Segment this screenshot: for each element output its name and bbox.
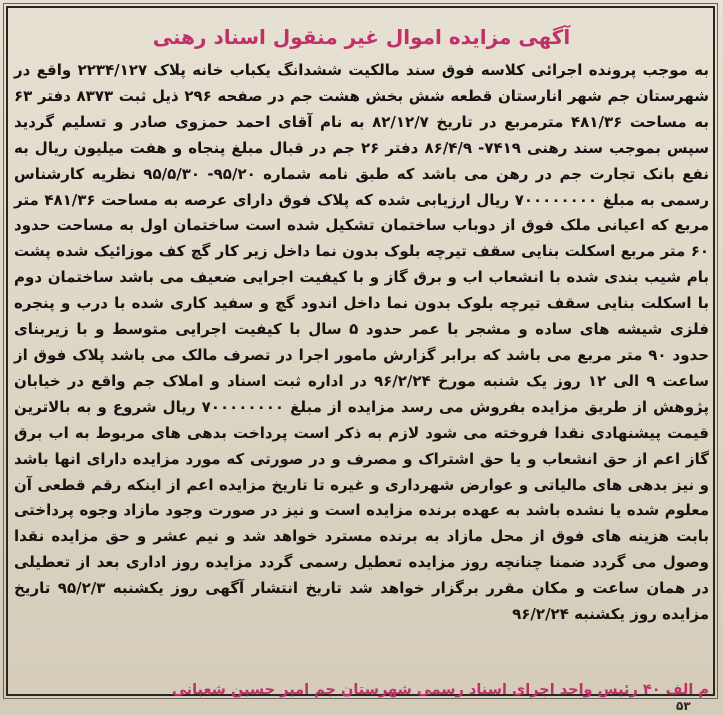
notice-signature: م الف ۴۰ رئیس واحد اجرای اسناد رسمی شهرستان جم امیر حسین شعبانی	[171, 682, 709, 698]
notice-code: ۵۳	[676, 699, 691, 713]
notice-title: آگهی مزایده اموال غیر منقول اسناد رهنی	[152, 25, 571, 49]
notice-body: به موجب پرونده اجرائی کلاسه فوق سند مالکیت ششدانگ یکباب خانه پلاک ۲۲۳۴/۱۲۷ واقع در شهرستان جم شهر انارستان قطعه شش بخش هشت جم در صفحه ۲۹۶ ذیل ثبت ۸۳۷۳ دفتر ۶۳ به مساحت ۴۸۱/۳۶ مترمربع در تاریخ ۸۲/۱۲/۷ به نام آقای احمد حمزوی صادر و تسلیم گردید سپس بموجب سند رهنی ۷۴۱۹- ۸۶/۴/۹ دفتر ۲۶ جم در قبال مبلغ پنجاه و هفت میلیون ریال به نفع بانک تجارت جم در رهن می باشد که طبق نامه شماره ۹۵/۲۰- ۹۵/۵/۳۰ نظریه کارشناس رسمی به مبلغ ۷۰۰۰۰۰۰۰۰ ریال ارزیابی شده که پلاک فوق دارای عرصه به مساحت ۴۸۱/۳۶ متر مربع که اعیانی ملک فوق از دوباب ساختمان تشکیل شده است ساختمان اول به مساحت حدود ۶۰ متر مربع اسکلت بنایی سقف تیرچه بلوک بدون نما داخل زیر کار گچ کف موزائیک شده پشت بام شیب بندی شده با انشعاب اب و برق گاز و با کیفیت اجرایی ضعیف می باشد ساختمان دوم با اسکلت بنایی سقف تیرچه بلوک بدون نما داخل اندود گچ و سفید کاری شده با درب و پنجره فلزی شیشه های ساده و مشجر با عمر حدود ۵ سال با کیفیت اجرایی متوسط و با زیربنای حدود ۹۰ متر مربع می باشد که برابر گزارش مامور اجرا در تصرف مالک می باشد پلاک فوق از ساعت ۹ الی ۱۲ روز یک شنبه مورخ ۹۶/۲/۲۴ در اداره ثبت اسناد و املاک جم واقع در خیابان پژوهش از طریق مزایده بفروش می رسد مزایده از مبلغ ۷۰۰۰۰۰۰۰۰ ریال شروع و به بالاترین قیمت پیشنهادی نقدا فروخته می شود لازم به ذکر است پرداخت بدهی های مربوط به اب برق گاز اعم از حق انشعاب و یا حق اشتراک و مصرف و در صورتی که مورد مزایده دارای انها باشد و نیز بدهی های مالیاتی و عوارض شهرداری و غیره تا تاریخ مزایده اعم از اینکه رقم قطعی آن معلوم شده یا نشده باشد به عهده برنده مزایده است و نیز در صورت وجود مازاد وجوه پرداختی بابت هزینه های فوق از محل مازاد به برنده مسترد خواهد شد و نیم عشر و حق مزایده نقدا وصول می گردد ضمنا چنانچه روز مزایده تعطیل رسمی گردد مزایده روز اداری بعد از تعطیلی در همان ساعت و مکان مقرر برگزار خواهد شد تاریخ انتشار آگهی روز یکشنبه ۹۵/۲/۳ تاریخ مزایده روز یکشنبه ۹۶/۲/۲۴	[14, 61, 710, 624]
